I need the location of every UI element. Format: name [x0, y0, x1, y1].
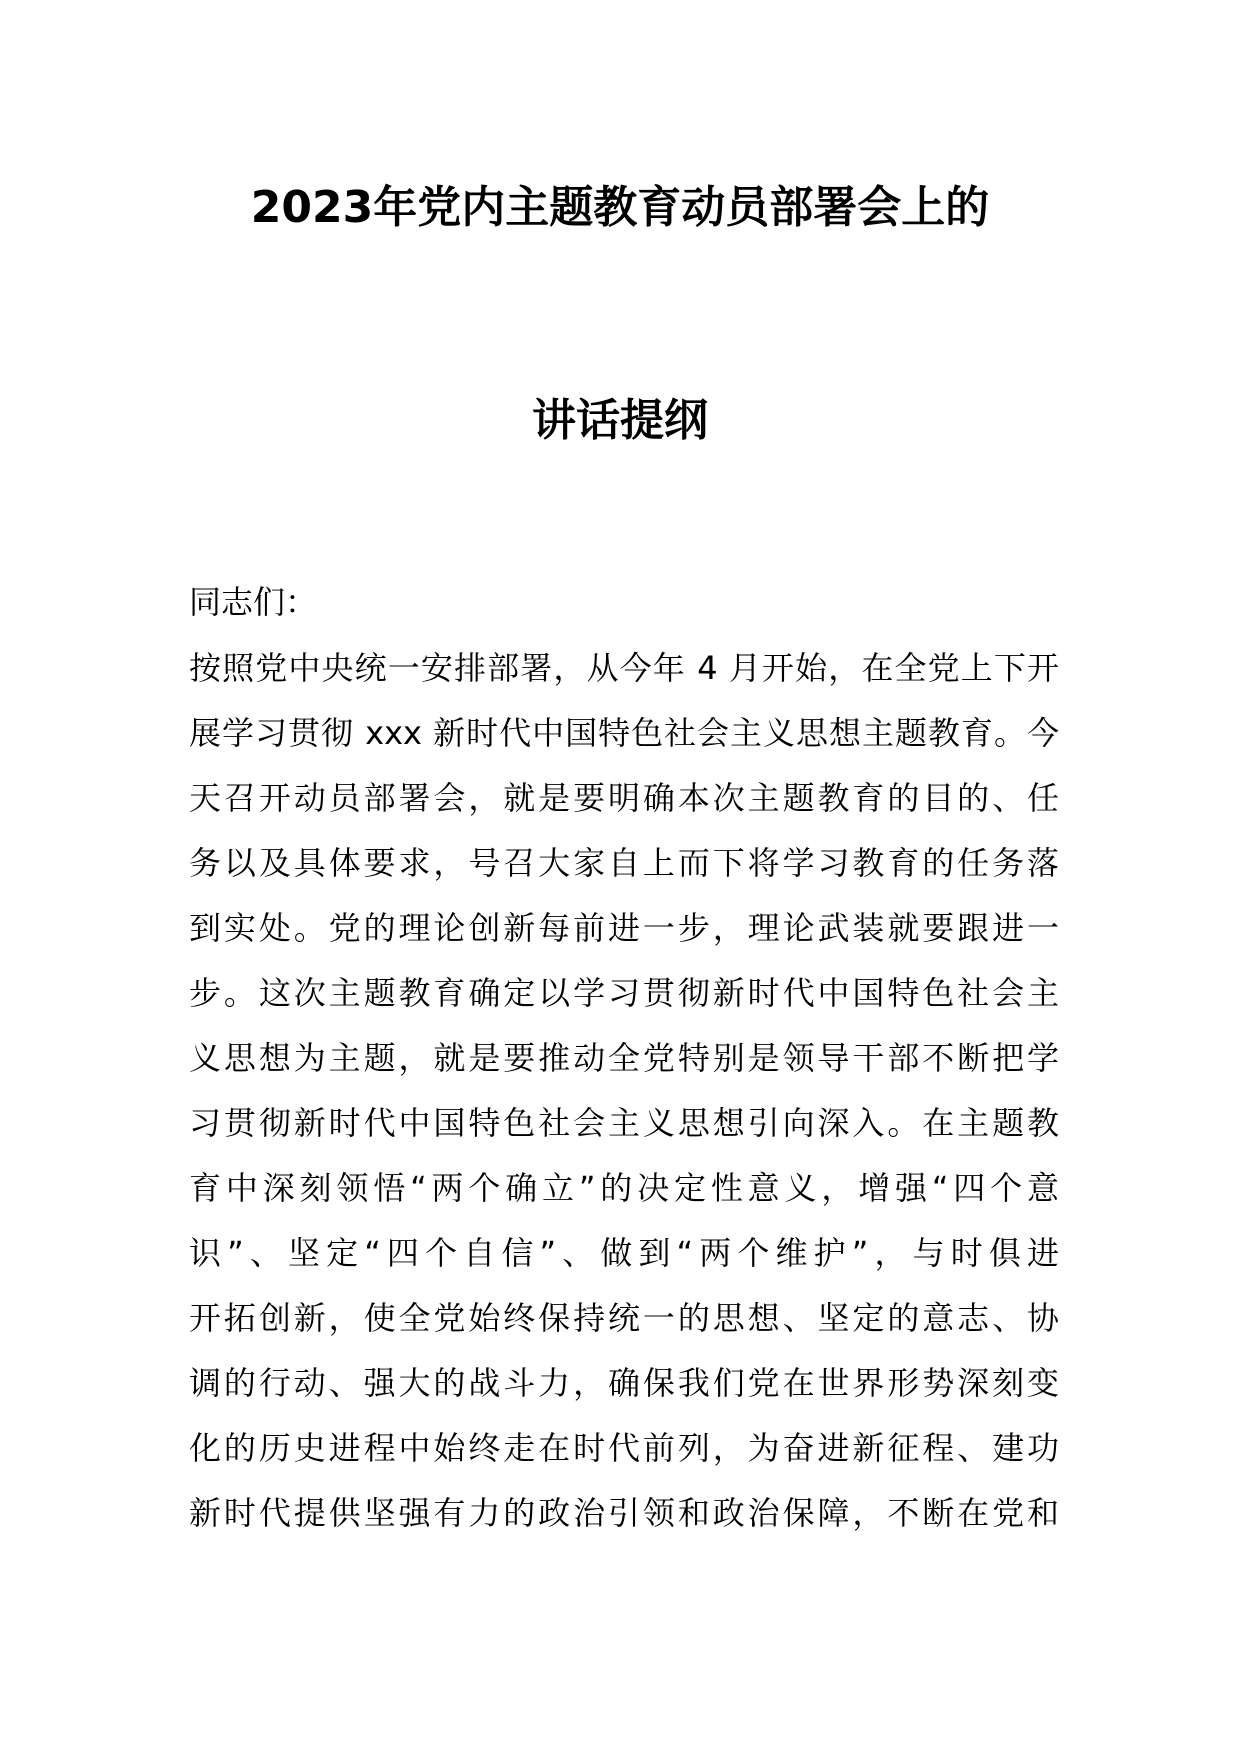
paragraph-line: 天召开动员部署会，就是要明确本次主题教育的目的、任 — [189, 779, 1059, 817]
paragraph-line: 义思想为主题，就是要推动全党特别是领导干部不断把学 — [189, 1039, 1059, 1077]
paragraph-line: 育中深刻领悟“两个确立”的决定性意义，增强“四个意 — [189, 1169, 1059, 1207]
paragraph-line: 调的行动、强大的战斗力，确保我们党在世界形势深刻变 — [189, 1364, 1059, 1402]
body-paragraph — [189, 636, 1059, 1546]
document-title-line-2: 讲话提纲 — [532, 395, 708, 446]
paragraph-line: 按照党中央统一安排部署，从今年 4 月开始，在全党上下开 — [189, 649, 1059, 687]
paragraph-line: 步。这次主题教育确定以学习贯彻新时代中国特色社会主 — [189, 974, 1059, 1012]
document-title-line-1: 2023年党内主题教育动员部署会上的 — [250, 182, 990, 233]
paragraph-line: 新时代提供坚强有力的政治引领和政治保障，不断在党和 — [189, 1494, 1059, 1532]
paragraph-line: 化的历史进程中始终走在时代前列，为奋进新征程、建功 — [189, 1429, 1059, 1467]
paragraph-line: 开拓创新，使全党始终保持统一的思想、坚定的意志、协 — [189, 1299, 1059, 1337]
paragraph-line: 识”、坚定“四个自信”、做到“两个维护”，与时俱进 — [189, 1234, 1059, 1272]
paragraph-line: 习贯彻新时代中国特色社会主义思想引向深入。在主题教 — [189, 1104, 1059, 1142]
salutation: 同志们： — [189, 583, 318, 621]
paragraph-line: 展学习贯彻 xxx 新时代中国特色社会主义思想主题教育。今 — [189, 714, 1059, 752]
paragraph-line: 务以及具体要求，号召大家自上而下将学习教育的任务落 — [189, 844, 1059, 882]
paragraph-line: 到实处。党的理论创新每前进一步，理论武装就要跟进一 — [189, 909, 1059, 947]
